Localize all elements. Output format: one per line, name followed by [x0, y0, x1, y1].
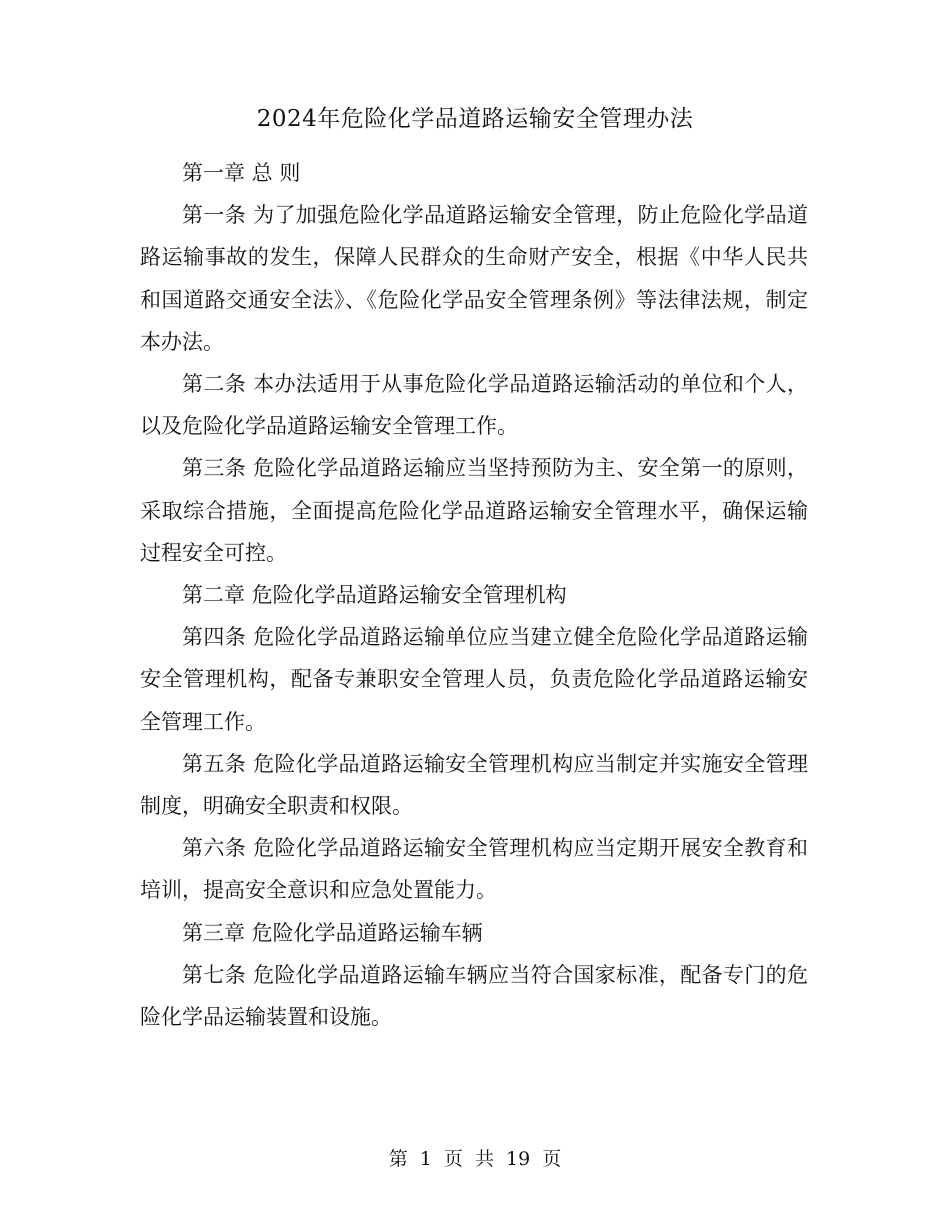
article-paragraph: 第五条 危险化学品道路运输安全管理机构应当制定并实施安全管理制度，明确安全职责和权限。 — [140, 751, 808, 819]
article-paragraph: 第七条 危险化学品道路运输车辆应当符合国家标准，配备专门的危险化学品运输装置和设施。 — [140, 962, 808, 1030]
article-paragraph: 第一条 为了加强危险化学品道路运输安全管理，防止危险化学品道路运输事故的发生，保障人民群众的生命财产安全，根据《中华人民共和国道路交通安全法》、《危险化学品安全管理条例》等法律法规，制定本办法。 — [140, 203, 808, 354]
article-paragraph: 第六条 危险化学品道路运输安全管理机构应当定期开展安全教育和培训，提高安全意识和应急处置能力。 — [140, 836, 808, 903]
page-number: 第 1 页 共 19 页 — [388, 1148, 562, 1170]
chapter-heading: 第二章 危险化学品道路运输安全管理机构 — [182, 583, 567, 608]
document-body — [140, 152, 808, 1038]
chapter-heading: 第一章 总 则 — [182, 161, 301, 185]
article-paragraph: 第四条 危险化学品道路运输单位应当建立健全危险化学品道路运输安全管理机构，配备专兼职安全管理人员，负责危险化学品道路运输安全管理工作。 — [140, 625, 808, 734]
chapter-heading: 第三章 危险化学品道路运输车辆 — [182, 920, 483, 945]
article-paragraph: 第二条 本办法适用于从事危险化学品道路运输活动的单位和个人，以及危险化学品道路运输安全管理工作。 — [140, 372, 808, 439]
article-paragraph: 第三条 危险化学品道路运输应当坚持预防为主、安全第一的原则，采取综合措施，全面提高危险化学品道路运输安全管理水平，确保运输过程安全可控。 — [140, 456, 808, 565]
document-title: 2024年危险化学品道路运输安全管理办法 — [256, 106, 694, 132]
